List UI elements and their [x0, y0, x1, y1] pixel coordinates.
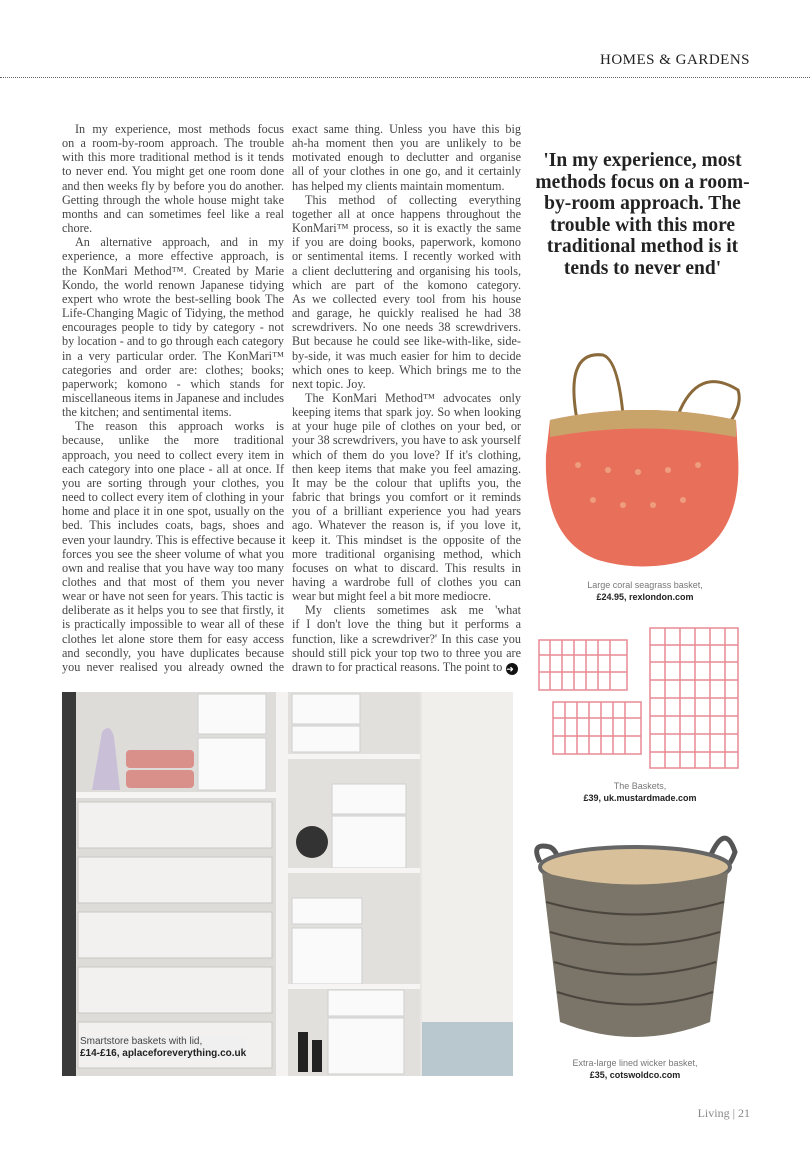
text-line: wear or have not seen for years. This tactic is: [62, 589, 284, 604]
text-line: more traditional organising method, which: [292, 546, 521, 561]
text-line: The KonMari Method™ advocates only: [305, 390, 521, 405]
text-line: exact same thing. Unless you have this big: [292, 122, 521, 136]
text-line: miscellaneous items in Japanese and includes: [62, 390, 284, 405]
text-line: approach, you need to collect every item in: [62, 447, 284, 462]
text-line: clothes let alone store them for easy access: [62, 631, 284, 646]
page-number: 21: [738, 1106, 750, 1120]
caption-price: £14-£16, aplaceforeverything.co.uk: [80, 1048, 247, 1059]
text-line: My clients sometimes ask me 'what: [305, 603, 521, 618]
text-line: because, unlike the more traditional: [62, 433, 284, 448]
text-line: and secondly, you have duplicates because: [62, 645, 284, 660]
text-line: clothes and that most of them you never: [62, 575, 284, 589]
text-line: if you are doing books, paperwork, komono: [292, 235, 521, 250]
text-line: should still pick your top two to three you are: [292, 645, 521, 660]
text-line: each category into one place - all at once. If: [62, 461, 284, 476]
text-line: Life-Changing Magic of Tidying, the method: [62, 306, 284, 321]
caption-label: Extra-large lined wicker basket,: [572, 1058, 698, 1068]
text-line: you are sorting through your clothes, you: [62, 475, 284, 490]
text-line: months and can sometimes feel like a real: [62, 206, 284, 221]
text-line: This method of collecting everything: [305, 192, 521, 207]
text-line: keeping items that spark joy. So when looking: [292, 405, 521, 420]
text-line: categories and order are: clothes; books;: [62, 362, 284, 377]
caption-smartstore: [80, 1036, 246, 1060]
text-line: all of your clothes in one go, and it certainly: [292, 164, 521, 179]
text-line: the kitchen; and sentimental items.: [62, 405, 232, 420]
footer-separator: |: [732, 1106, 735, 1120]
caption-price: £35, cotswoldco.com: [589, 1070, 681, 1080]
text-line: even your laundry. This is effective because it: [62, 532, 286, 547]
text-line: which of them do you love? If it's clothing,: [292, 447, 521, 462]
text-line: It may be the colour that uplifts you, the: [292, 475, 521, 490]
continue-arrow-icon: ➜: [506, 663, 518, 675]
text-line: experience, a more effective approach, is: [62, 249, 284, 264]
shelving-illustration: [62, 692, 513, 1076]
text-line: together all at once happens throughout the: [292, 206, 521, 221]
text-line: which ones to keep. Which brings me to the: [292, 362, 521, 377]
caption-wire-baskets: [555, 780, 725, 804]
text-line: next topic. Joy.: [292, 376, 366, 391]
text-line: fabric that brings you comfort or it reminds: [292, 490, 521, 505]
wire-baskets-image: [535, 620, 745, 775]
text-line: screwdrivers. No one needs 38 screwdrivers.: [292, 320, 521, 335]
text-line: the KonMari Method™. Created by Marie: [62, 263, 284, 278]
text-line: paperwork; komono - which stands for: [62, 376, 284, 391]
text-line: at your huge pile of clothes on your bed, or: [292, 419, 521, 434]
text-line: But because he could see like-with-like, side-: [292, 334, 521, 349]
text-line: deliberate as it helps you to see that firstly, it: [62, 603, 284, 618]
caption-price: £24.95, rexlondon.com: [596, 592, 694, 602]
text-line: with this more traditional method is it tends: [62, 150, 284, 165]
text-line: chore.: [62, 221, 93, 236]
text-line: focuses on what to discard. This results in: [292, 560, 521, 575]
text-line: your 38 screwdrivers, you have to ask yourself: [292, 433, 521, 448]
text-line: encourages people to tidy by category - not: [62, 320, 284, 335]
caption-label: Large coral seagrass basket,: [587, 580, 703, 590]
text-line: you never realised you already owned the: [62, 659, 284, 674]
text-line: having a wardrobe full of clothes you can: [292, 575, 521, 589]
text-line: keep it. This mindset is the opposite of the: [292, 532, 521, 547]
text-line: has helped my clients maintain momentum.: [292, 178, 505, 193]
caption-label: The Baskets,: [613, 781, 667, 791]
caption-wicker-basket: [550, 1057, 720, 1081]
article-column-1: [62, 122, 284, 674]
footer-section: Living: [697, 1106, 730, 1120]
text-line: Kondo, the world renown Japanese tidying: [62, 277, 284, 292]
text-line: and garage, he quickly realised he had 38: [292, 306, 521, 321]
caption-coral-basket: [560, 579, 730, 603]
text-line: by location - and to go through each category: [62, 334, 284, 349]
text-line: in a very particular order. The KonMari™: [62, 348, 284, 363]
text-line: An alternative approach, and in my: [75, 235, 284, 250]
text-line: The reason this approach works is: [75, 419, 284, 434]
text-line: ah-ha moment then you are unlikely to be: [292, 136, 521, 151]
text-line: and then weeks fly by before you do another.: [62, 178, 284, 193]
article-column-2: [292, 122, 521, 675]
coral-basket-image: [538, 345, 748, 573]
page-footer: [698, 1106, 750, 1121]
text-line: you of a brilliant experience you had years: [292, 504, 521, 519]
text-line: KonMari™ process, so it is exactly the same: [292, 221, 521, 236]
text-line: home and place it in one spot, usually on the: [62, 504, 284, 519]
text-line: then keep items that make you feel amazing.: [292, 461, 521, 476]
text-line: function, like a screwdriver?' In this case you: [292, 631, 521, 646]
wicker-basket-image: [530, 822, 740, 1052]
caption-price: £39, uk.mustardmade.com: [583, 793, 697, 803]
pull-quote: 'In my experience, most methods focus on a room-by-room approach. The trouble with this more traditional method is it tends to never end': [535, 150, 750, 279]
text-line: In my experience, most methods focus: [75, 122, 284, 136]
caption-label: Smartstore baskets with lid,: [80, 1036, 203, 1047]
header-divider: [0, 77, 810, 78]
text-line: drawn to for practical reasons. The point to ➜: [292, 660, 521, 675]
text-line: ago. Whatever the reason is, if you love it,: [292, 518, 521, 533]
text-line: to never end. You might get one room done: [62, 164, 284, 179]
text-line: Getting through the whole house might take: [62, 192, 284, 207]
text-line: is practically impossible to wear all of these: [62, 617, 284, 632]
text-line: forces you see the sheer volume of what you: [62, 546, 284, 561]
text-line: motivated enough to declutter and organise: [292, 150, 521, 165]
text-line: which are part of the komono category.: [292, 277, 521, 292]
text-line: need to collect every item of clothing in your: [62, 490, 284, 505]
text-line: or sentimental items. I recently worked with: [292, 249, 521, 264]
text-line: expert who wrote the best-selling book The: [62, 291, 284, 306]
section-header: HOMES & GARDENS: [599, 52, 750, 68]
text-line: if I don't love the thing but it performs a: [292, 617, 521, 632]
text-line: own and realise that you have way too many: [62, 560, 284, 575]
text-line: wear but might feel a bit more mediocre.: [292, 589, 491, 604]
text-line: on a room-by-room approach. The trouble: [62, 136, 284, 151]
storage-photo: [62, 692, 513, 1076]
text-line: by-side, it was much easier for him to decide: [292, 348, 521, 363]
text-line: bed. This includes coats, bags, shoes and: [62, 518, 284, 533]
text-line: As we collected every tool from his house: [292, 291, 521, 306]
text-line: a client decluttering and organising his tools,: [292, 263, 521, 278]
